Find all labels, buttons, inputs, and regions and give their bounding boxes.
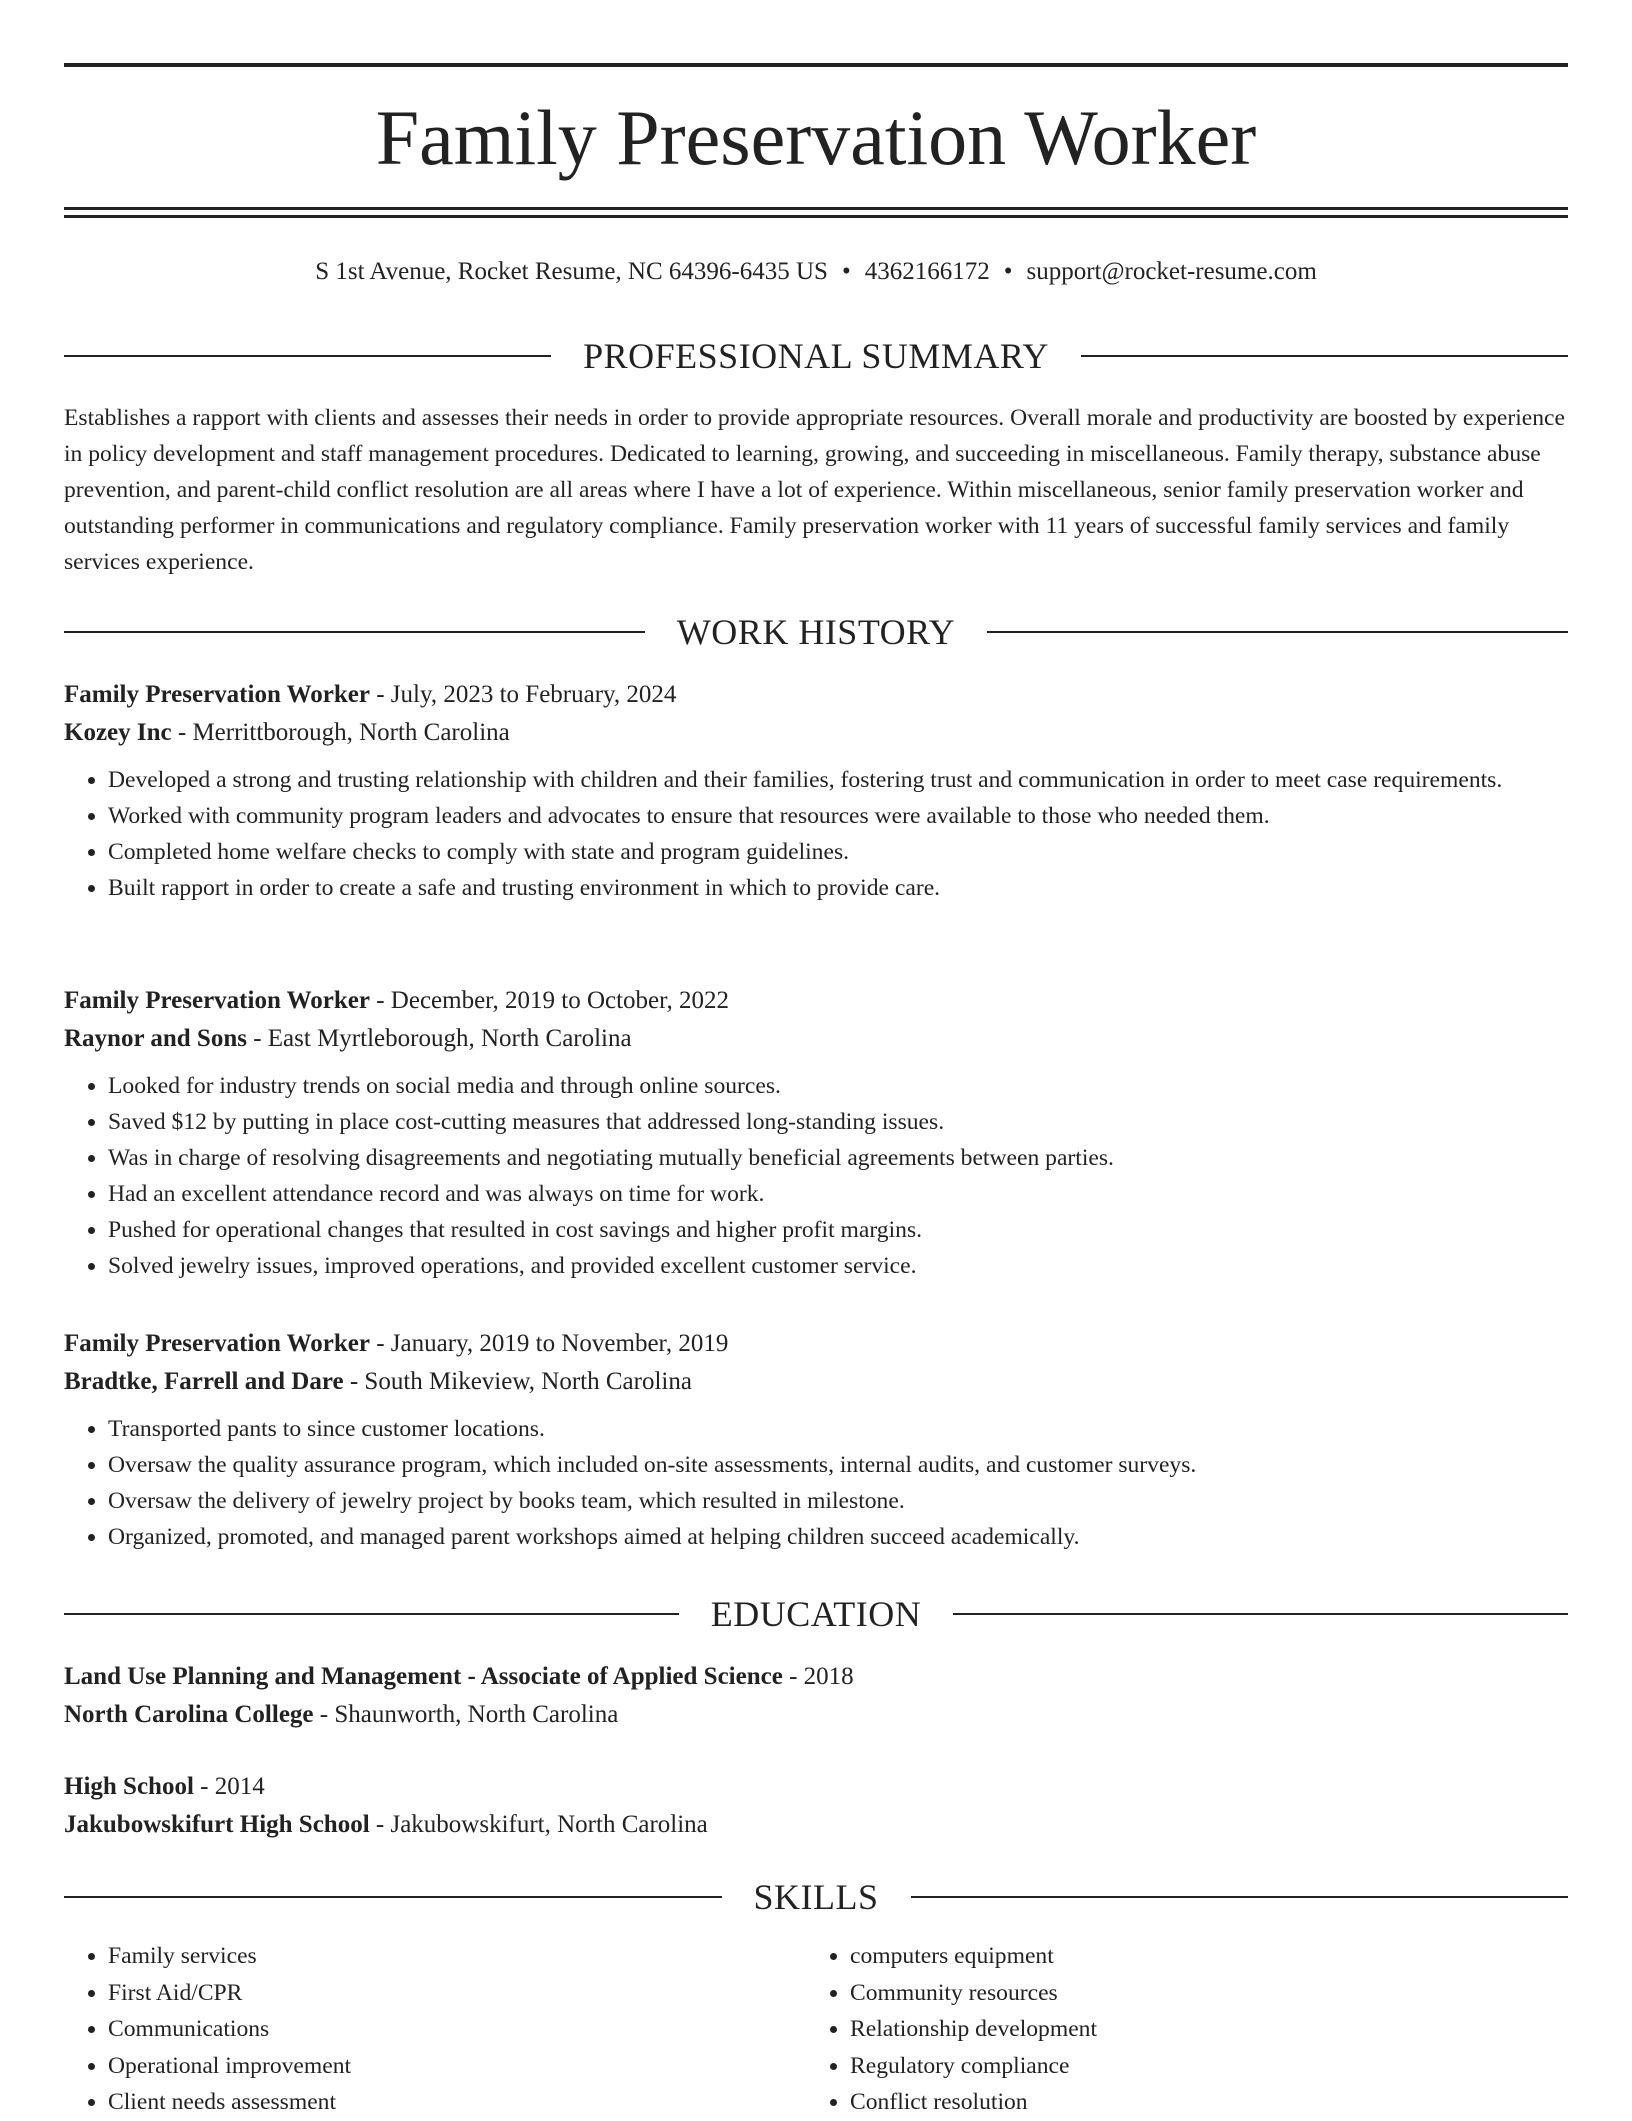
job-location: - South Mikeview, North Carolina (343, 1368, 692, 1395)
header-double-rule-upper (64, 207, 1568, 210)
job-entry (64, 1325, 1568, 1555)
job-duty-item: • Was in charge of resolving disagreements and negotiating mutually beneficial agreements between parties. (108, 1140, 1568, 1176)
job-location: - Merrittborough, North Carolina (171, 719, 510, 746)
skill-item: • Operational improvement (108, 2048, 806, 2085)
section-rule-right (1081, 355, 1568, 357)
job-role: Family Preservation Worker (64, 1330, 370, 1357)
skill-item: • Conflict resolution (850, 2084, 1548, 2121)
job-duty-item: • Transported pants to since customer locations. (108, 1411, 1568, 1447)
job-entry (64, 676, 1568, 906)
education-location: - Jakubowskifurt, North Carolina (369, 1811, 708, 1838)
contact-line (64, 254, 1568, 290)
education-school-line (64, 1696, 1568, 1734)
job-title-line (64, 982, 1568, 1020)
section-heading-work-history (64, 610, 1568, 654)
skills-list-right (806, 1938, 1548, 2121)
education-degree-line (64, 1658, 1568, 1696)
education-year: - 2014 (193, 1773, 265, 1800)
section-heading-summary (64, 334, 1568, 378)
section-rule-right (987, 631, 1568, 633)
job-company: Bradtke, Farrell and Dare (64, 1368, 344, 1395)
section-title: SKILLS (753, 1877, 879, 1917)
job-duties-list (64, 1411, 1568, 1555)
education-school: Jakubowskifurt High School (64, 1811, 370, 1838)
job-duty-item: • Worked with community program leaders and advocates to ensure that resources were available to those who needed them. (108, 798, 1568, 834)
section-rule-left (64, 355, 551, 357)
job-role: Family Preservation Worker (64, 681, 370, 708)
skill-item: • Family services (108, 1938, 806, 1975)
skill-item: • Communications (108, 2011, 806, 2048)
section-rule-left (64, 1613, 679, 1615)
job-company: Raynor and Sons (64, 1025, 247, 1052)
professional-summary: Establishes a rapport with clients and assesses their needs in order to provide appropriate resources. Overall morale and productivity are boosted by experience in policy development and staff management procedures. Dedicated to learning, growing, and succeeding in miscellaneous. Family therapy, substance abuse prevention, and parent-child conflict resolution are all areas where I have a lot of experience. Within miscellaneous, senior family preservation worker and outstanding performer in communications and regulatory compliance. Family preservation worker with 11 years of successful family services and family services experience. (64, 405, 1565, 575)
header-double-rule-lower (64, 215, 1568, 218)
contact-address: S 1st Avenue, Rocket Resume, NC 64396-6435 US (315, 258, 828, 285)
job-duty-item: • Completed home welfare checks to comply with state and program guidelines. (108, 834, 1568, 870)
education-school: North Carolina College (64, 1701, 314, 1728)
job-dates: - January, 2019 to November, 2019 (369, 1330, 729, 1357)
contact-phone: 4362166172 (864, 258, 990, 285)
contact-email[interactable]: support@rocket-resume.com (1026, 258, 1317, 285)
skill-item: • Client needs assessment (108, 2084, 806, 2121)
job-duty-item: • Organized, promoted, and managed parent workshops aimed at helping children succeed academically. (108, 1519, 1568, 1555)
education-school-line (64, 1806, 1568, 1844)
job-dates: - July, 2023 to February, 2024 (369, 681, 677, 708)
job-duty-item: • Saved $12 by putting in place cost-cutting measures that addressed long-standing issues. (108, 1104, 1568, 1140)
job-duty-item: • Pushed for operational changes that resulted in cost savings and higher profit margins. (108, 1212, 1568, 1248)
section-heading-education (64, 1592, 1568, 1636)
contact-separator: • (1003, 258, 1013, 285)
section-rule-right (953, 1613, 1568, 1615)
skill-item: • First Aid/CPR (108, 1975, 806, 2012)
skill-item: • computers equipment (850, 1938, 1548, 1975)
job-duties-list (64, 1068, 1568, 1284)
section-rule-right (911, 1896, 1569, 1898)
job-duty-item: • Oversaw the quality assurance program, which included on-site assessments, internal audits, and customer surveys. (108, 1447, 1568, 1483)
contact-separator: • (841, 258, 851, 285)
job-dates: - December, 2019 to October, 2022 (369, 987, 729, 1014)
job-company-line (64, 1020, 1568, 1058)
skill-item: • Community resources (850, 1975, 1548, 2012)
section-title: EDUCATION (710, 1594, 922, 1634)
job-title-line (64, 1325, 1568, 1363)
header-top-rule (64, 63, 1568, 67)
education-degree-line (64, 1768, 1568, 1806)
education-location: - Shaunworth, North Carolina (313, 1701, 619, 1728)
section-title: PROFESSIONAL SUMMARY (583, 336, 1049, 376)
skills-columns (64, 1938, 1568, 2121)
job-entry (64, 982, 1568, 1284)
education-degree: High School (64, 1773, 194, 1800)
skills-list-left (64, 1938, 806, 2121)
section-heading-skills (64, 1875, 1568, 1919)
job-location: - East Myrtleborough, North Carolina (246, 1025, 632, 1052)
education-entry (64, 1658, 1568, 1744)
education-entry (64, 1768, 1568, 1854)
section-title: WORK HISTORY (676, 612, 956, 652)
section-rule-left (64, 631, 645, 633)
job-title-line (64, 676, 1568, 714)
job-company-line (64, 714, 1568, 752)
job-company: Kozey Inc (64, 719, 172, 746)
resume-title: Family Preservation Worker (375, 94, 1257, 181)
job-duty-item: • Had an excellent attendance record and was always on time for work. (108, 1176, 1568, 1212)
job-duty-item: • Developed a strong and trusting relationship with children and their families, fostering trust and communication in order to meet case requirements. (108, 762, 1568, 798)
section-rule-left (64, 1896, 722, 1898)
job-role: Family Preservation Worker (64, 987, 370, 1014)
skill-item: • Relationship development (850, 2011, 1548, 2048)
job-duty-item: • Built rapport in order to create a safe and trusting environment in which to provide care. (108, 870, 1568, 906)
job-duties-list (64, 762, 1568, 906)
job-duty-item: • Solved jewelry issues, improved operations, and provided excellent customer service. (108, 1248, 1568, 1284)
job-company-line (64, 1363, 1568, 1401)
education-year: - 2018 (782, 1663, 854, 1690)
education-degree: Land Use Planning and Management - Associate of Applied Science (64, 1663, 783, 1690)
skill-item: • Regulatory compliance (850, 2048, 1548, 2085)
job-duty-item: • Oversaw the delivery of jewelry project by books team, which resulted in milestone. (108, 1483, 1568, 1519)
job-duty-item: • Looked for industry trends on social media and through online sources. (108, 1068, 1568, 1104)
